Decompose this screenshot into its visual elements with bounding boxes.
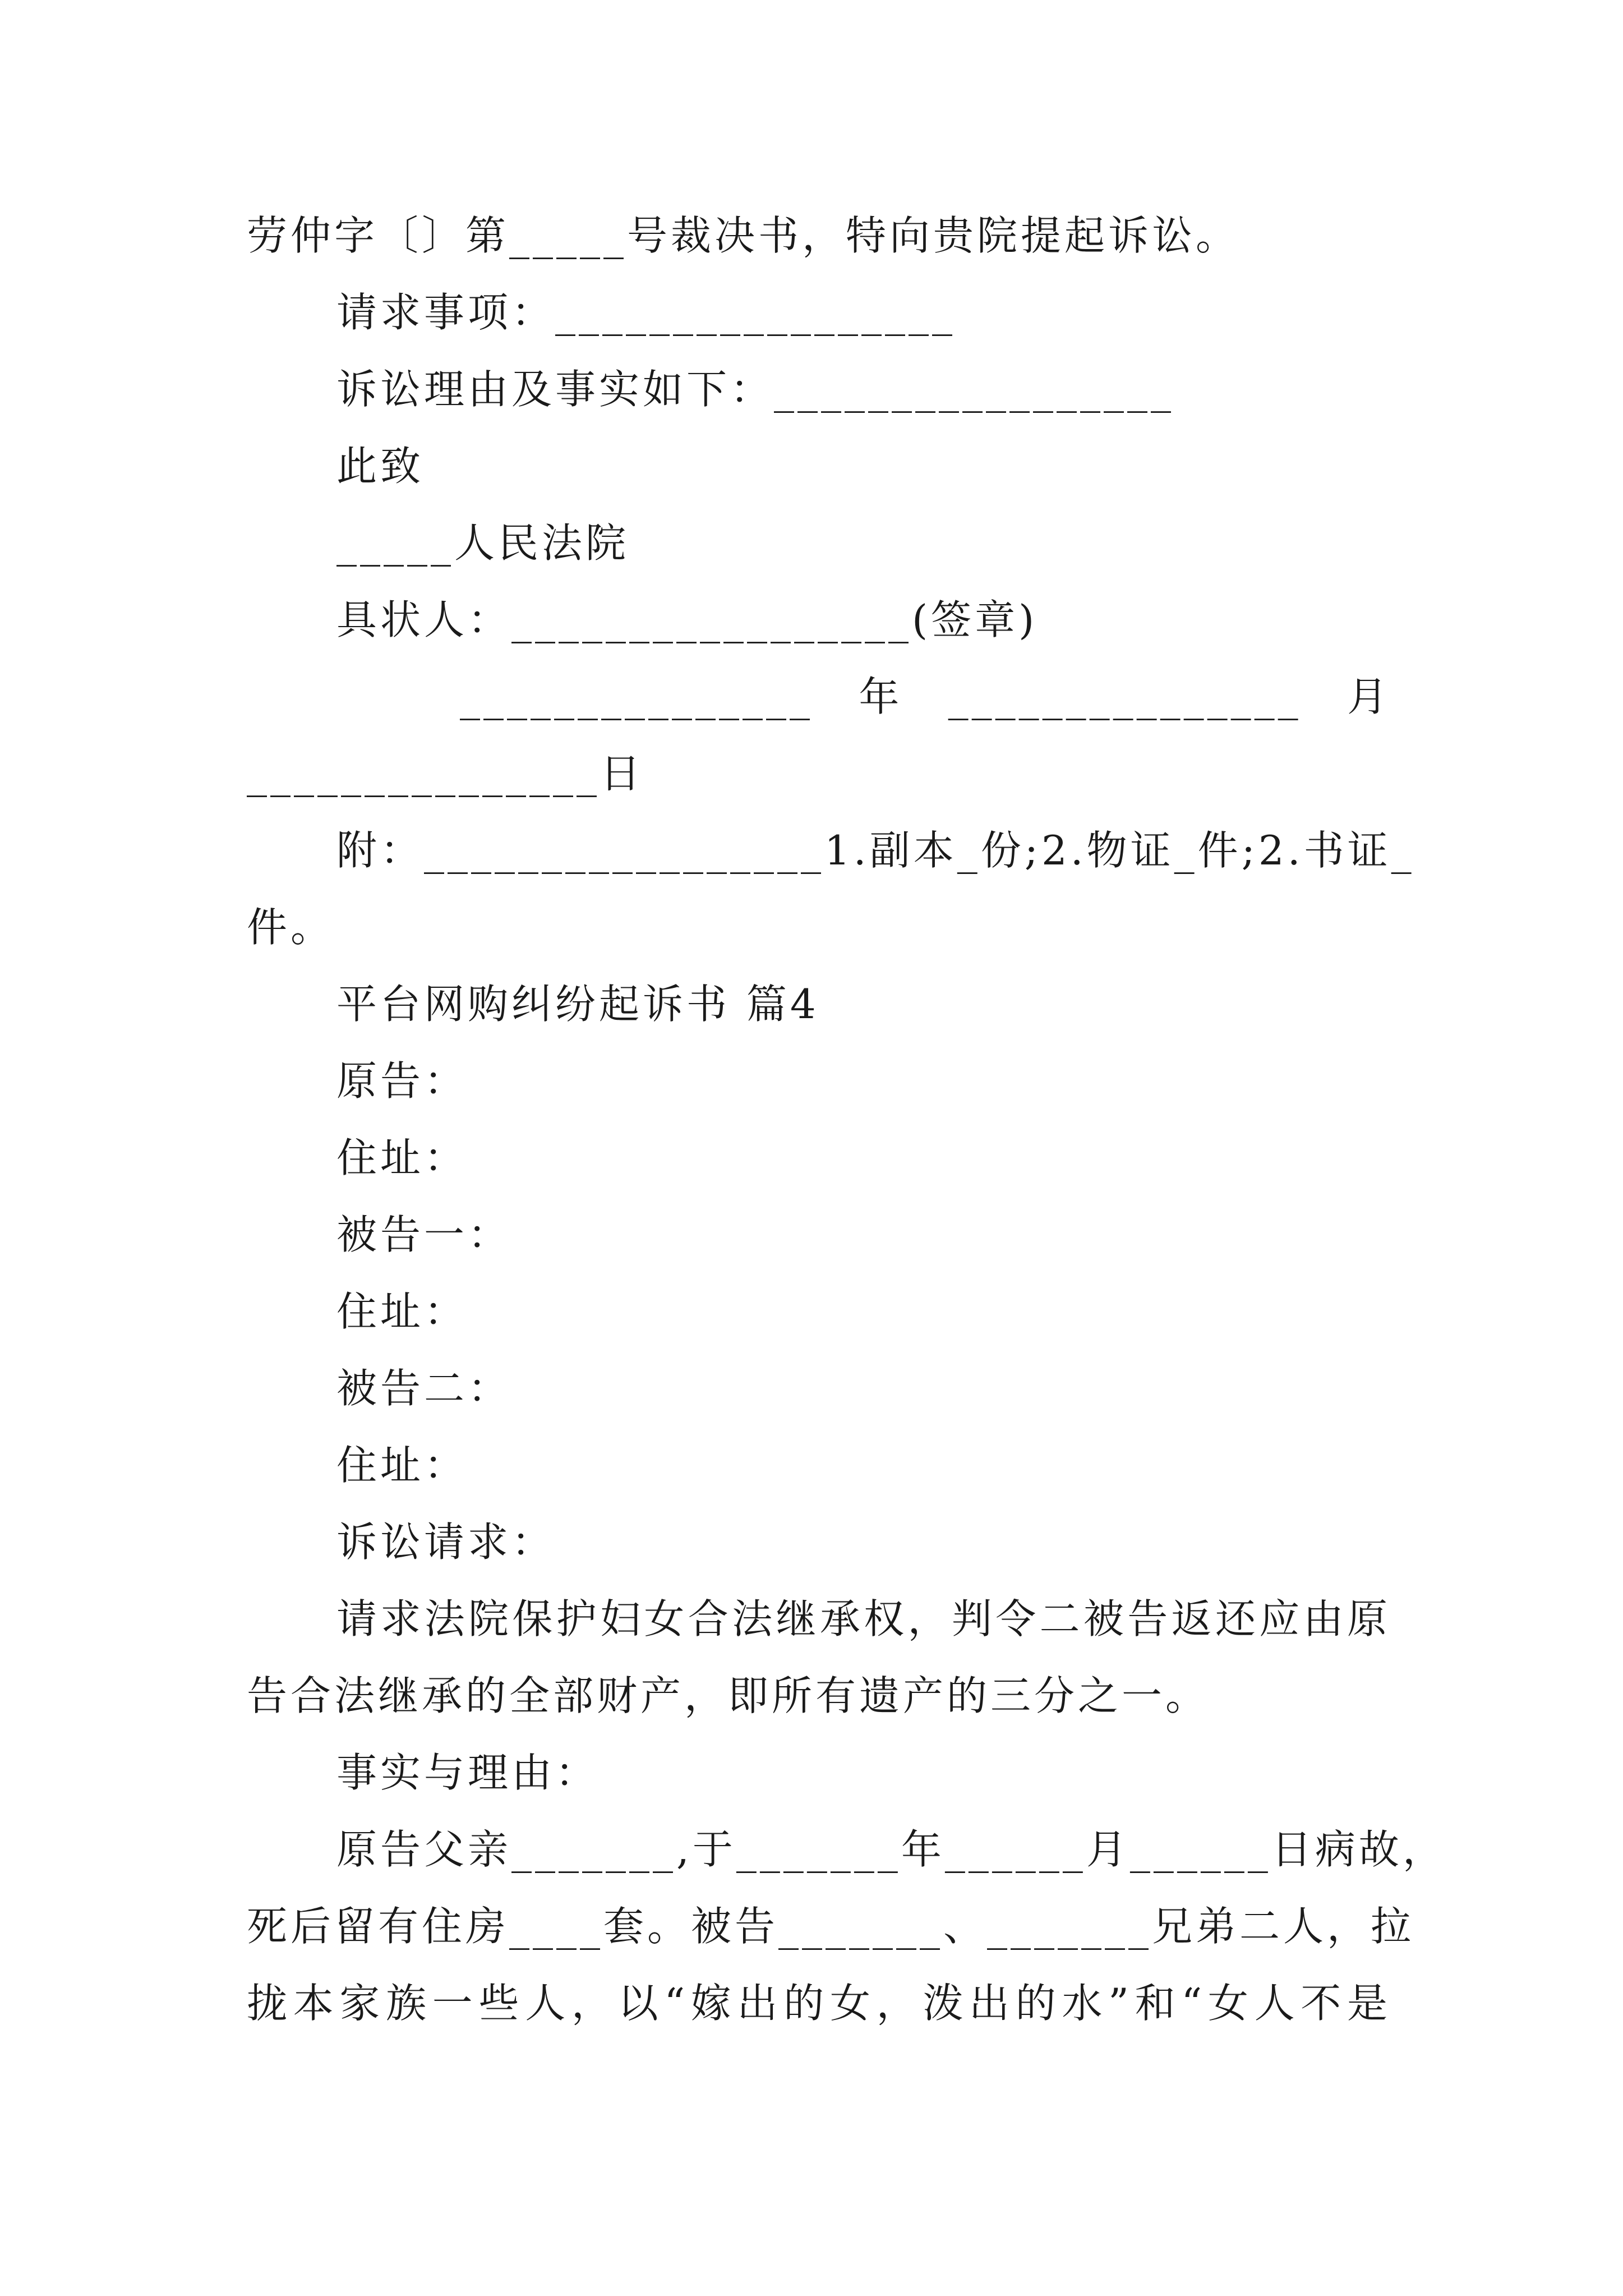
text-line: 拢本家族一些人，以“嫁出的女，泼出的水”和“女人不是: [247, 1980, 1391, 2027]
text-line: 劳仲字〔〕第_____号裁决书，特向贵院提起诉讼。: [247, 212, 1240, 259]
text-line: 住址：: [336, 1442, 468, 1489]
text-line: 告合法继承的全部财产，即所有遗产的三分之一。: [247, 1672, 1210, 1719]
text-line: 住址：: [336, 1134, 468, 1181]
text-line: 死后留有住房____套。被告_______、_______兄弟二人，拉: [247, 1903, 1415, 1950]
text-line: 请求法院保护妇女合法继承权，判令二被告返还应由原: [336, 1595, 1391, 1642]
text-line: 请求事项：_________________: [336, 289, 956, 336]
text-line: 附：_________________1.副本_份;2.物证_件;2.书证_: [336, 827, 1415, 874]
year-blank: _______________: [460, 673, 813, 720]
text-line: 此致: [336, 443, 425, 490]
section-heading: 平台网购纠纷起诉书 篇4: [336, 981, 819, 1028]
text-line: 被告二：: [336, 1365, 512, 1412]
month-label: 月: [1347, 673, 1391, 720]
text-line: 诉讼请求：: [336, 1519, 556, 1566]
text-line: 件。: [247, 904, 335, 951]
text-line: 事实与理由：: [336, 1749, 600, 1796]
date-line: [247, 659, 1391, 735]
text-line: 具状人：_________________(签章): [336, 596, 1038, 643]
text-line: _____人民法院: [336, 519, 630, 567]
text-line: _______________日: [247, 750, 644, 797]
text-line: 被告一：: [336, 1211, 512, 1258]
text-line: 原告：: [336, 1057, 468, 1105]
text-line: 诉讼理由及事实如下：_________________: [336, 366, 1175, 413]
document-body: [247, 197, 1446, 2042]
month-blank: _______________: [948, 673, 1302, 720]
year-label: 年: [859, 673, 903, 720]
text-line: 住址：: [336, 1288, 468, 1335]
text-line: 原告父亲_______,于_______年______月______日病故，: [336, 1826, 1446, 1873]
